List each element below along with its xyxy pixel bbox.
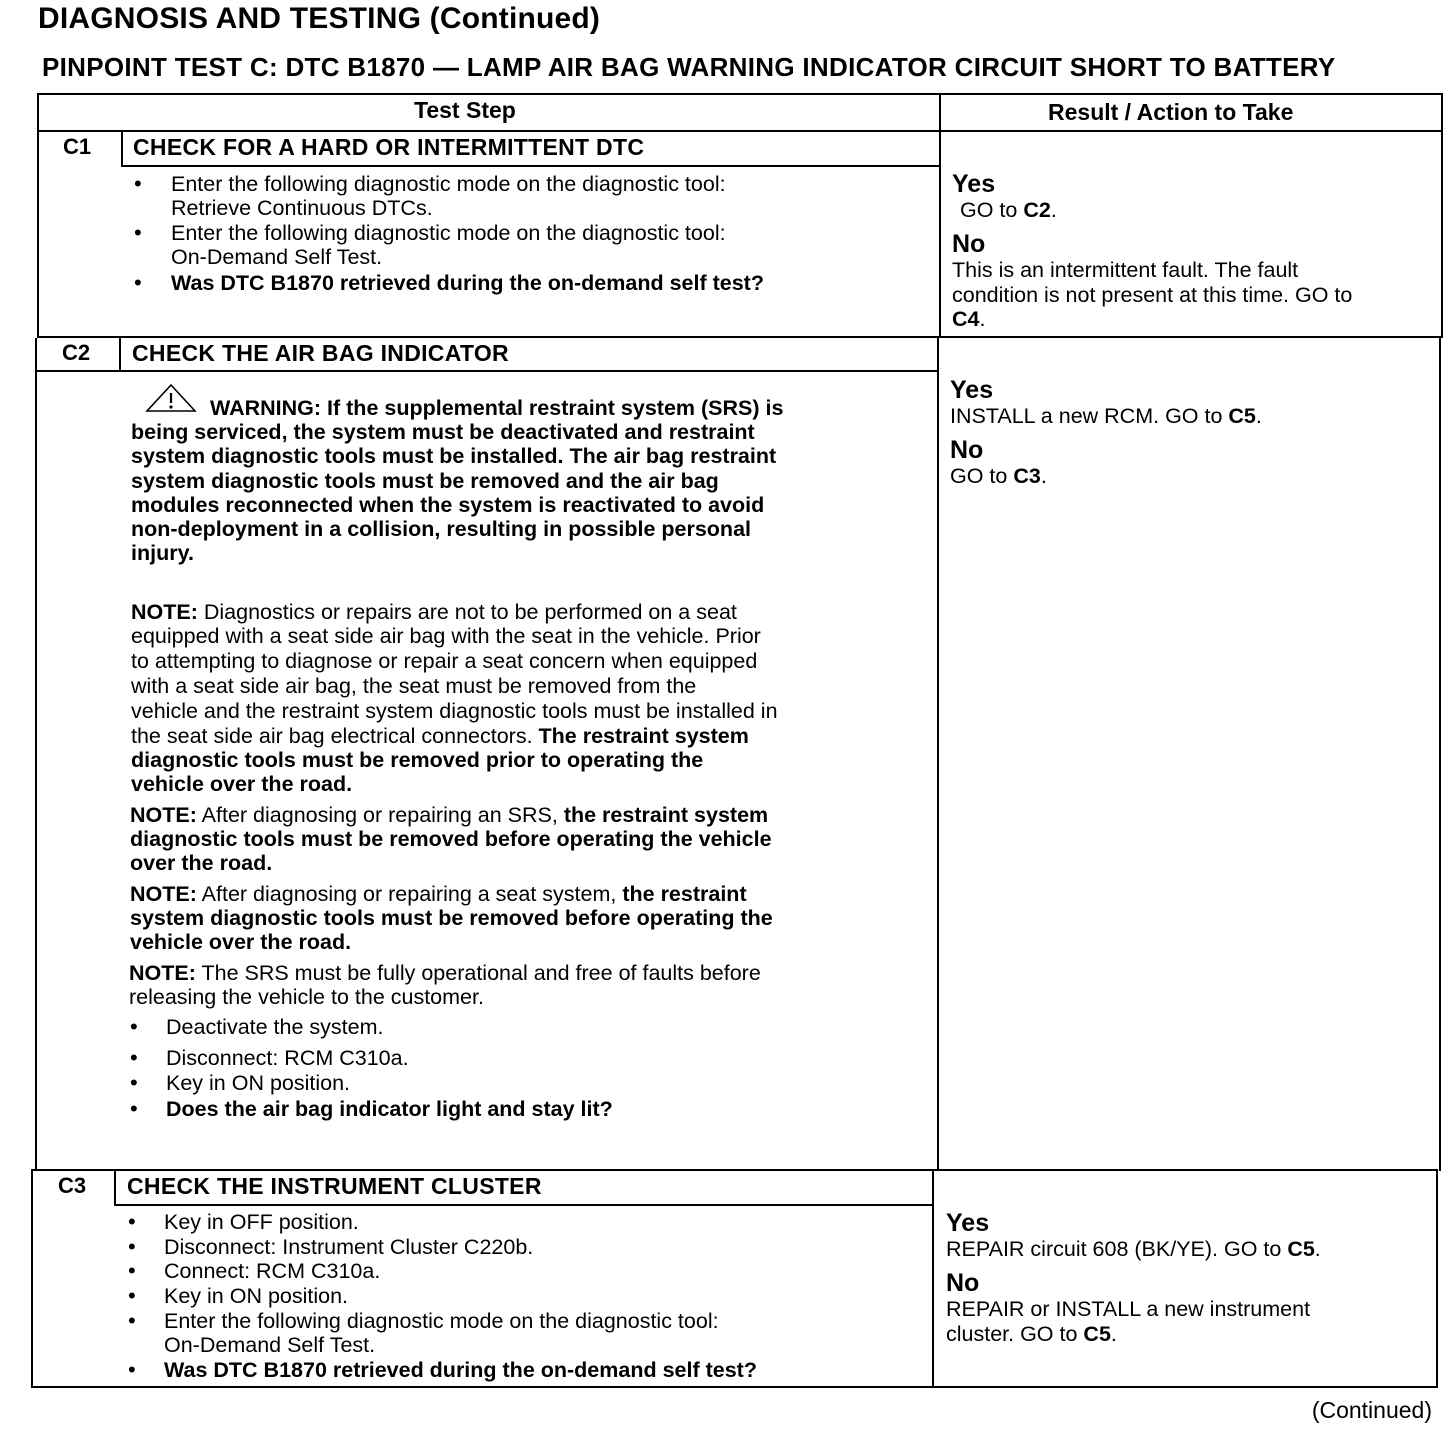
bullet-icon: •: [130, 1096, 138, 1121]
step-instruction: Disconnect: RCM C310a.: [166, 1046, 409, 1070]
note-text: releasing the vehicle to the customer.: [129, 985, 484, 1009]
step-instruction: Retrieve Continuous DTCs.: [171, 196, 433, 220]
note-text: NOTE: After diagnosing or repairing a seat system, the restraint: [130, 882, 747, 906]
bullet-icon: •: [128, 1308, 136, 1333]
warning-text: injury.: [131, 541, 194, 565]
note-text: diagnostic tools must be removed prior to operating the: [131, 748, 704, 772]
note-text: NOTE: After diagnosing or repairing an SRS, the restraint system: [130, 803, 769, 827]
header-result-action: Result / Action to Take: [1048, 99, 1294, 125]
step-id: C2: [62, 340, 91, 365]
bullet-icon: •: [130, 1070, 138, 1095]
result-yes-label: Yes: [950, 376, 994, 404]
step-instruction: Deactivate the system.: [166, 1015, 384, 1039]
result-yes-action: INSTALL a new RCM. GO to C5.: [950, 404, 1262, 428]
pinpoint-test-title: PINPOINT TEST C: DTC B1870 — LAMP AIR BAG WARNING INDICATOR CIRCUIT SHORT TO BATTERY: [42, 52, 1336, 82]
warning-text: modules reconnected when the system is reactivated to avoid: [131, 493, 765, 517]
step-instruction: On-Demand Self Test.: [171, 245, 383, 269]
note-text: vehicle over the road.: [130, 930, 352, 954]
step-instruction: Enter the following diagnostic mode on the diagnostic tool:: [164, 1309, 719, 1333]
warning-text: being serviced, the system must be deactivated and restraint: [131, 420, 755, 444]
bullet-icon: •: [134, 270, 142, 295]
warning-text: WARNING: If the supplemental restraint system (SRS) is: [210, 396, 784, 420]
result-no-action: C4.: [952, 307, 986, 331]
note-text: to attempting to diagnose or repair a seat concern when equipped: [131, 649, 758, 673]
step-instruction: Key in ON position.: [164, 1284, 349, 1308]
step-instruction: Disconnect: Instrument Cluster C220b.: [164, 1235, 534, 1259]
step-id: C1: [63, 134, 92, 159]
step-question: Does the air bag indicator light and stay lit?: [166, 1097, 613, 1121]
step-question: Was DTC B1870 retrieved during the on-demand self test?: [164, 1358, 757, 1382]
note-text: system diagnostic tools must be removed before operating the: [130, 906, 773, 930]
result-no-action: condition is not present at this time. GO to: [952, 283, 1353, 307]
header-test-step: Test Step: [414, 97, 516, 123]
bullet-icon: •: [128, 1357, 136, 1382]
note-text: equipped with a seat side air bag with the seat in the vehicle. Prior: [131, 624, 761, 648]
continued-label: (Continued): [1311, 1397, 1432, 1423]
result-no-label: No: [946, 1269, 980, 1297]
result-no-action: GO to C3.: [950, 464, 1047, 488]
result-no-label: No: [950, 436, 984, 464]
step-title: CHECK THE INSTRUMENT CLUSTER: [127, 1173, 542, 1199]
step-instruction: Key in OFF position.: [164, 1210, 359, 1234]
step-title: CHECK FOR A HARD OR INTERMITTENT DTC: [133, 134, 645, 160]
bullet-icon: •: [128, 1209, 136, 1234]
warning-text: non-deployment in a collision, resulting in possible personal: [131, 517, 751, 541]
note-text: the seat side air bag electrical connectors. The restraint system: [131, 724, 749, 748]
step-question: Was DTC B1870 retrieved during the on-demand self test?: [171, 271, 764, 295]
bullet-icon: •: [134, 220, 142, 245]
bullet-icon: •: [128, 1234, 136, 1259]
result-yes-label: Yes: [946, 1209, 990, 1237]
result-no-action: REPAIR or INSTALL a new instrument: [946, 1297, 1311, 1321]
step-instruction: Key in ON position.: [166, 1071, 351, 1095]
warning-text: system diagnostic tools must be installed. The air bag restraint: [131, 444, 777, 468]
warning-triangle-icon: [145, 383, 197, 413]
bullet-icon: •: [128, 1283, 136, 1308]
note-text: NOTE: Diagnostics or repairs are not to be performed on a seat: [131, 600, 737, 624]
note-text: with a seat side air bag, the seat must be removed from the: [131, 674, 697, 698]
warning-text: system diagnostic tools must be removed and the air bag: [131, 469, 719, 493]
step-title: CHECK THE AIR BAG INDICATOR: [132, 340, 509, 366]
bullet-icon: •: [128, 1258, 136, 1283]
step-id: C3: [58, 1173, 87, 1198]
step-instruction: On-Demand Self Test.: [164, 1333, 376, 1357]
result-no-action: cluster. GO to C5.: [946, 1322, 1117, 1346]
note-text: diagnostic tools must be removed before operating the vehicle: [130, 827, 772, 851]
note-text: over the road.: [130, 851, 273, 875]
bullet-icon: •: [130, 1014, 138, 1039]
result-yes-action: GO to C2.: [960, 198, 1057, 222]
bullet-icon: •: [134, 171, 142, 196]
note-text: vehicle over the road.: [131, 772, 353, 796]
step-instruction: Enter the following diagnostic mode on the diagnostic tool:: [171, 172, 726, 196]
result-yes-action: REPAIR circuit 608 (BK/YE). GO to C5.: [946, 1237, 1321, 1261]
result-no-action: This is an intermittent fault. The fault: [952, 258, 1299, 282]
note-text: NOTE: The SRS must be fully operational and free of faults before: [129, 961, 761, 985]
result-yes-label: Yes: [952, 170, 996, 198]
step-instruction: Connect: RCM C310a.: [164, 1259, 381, 1283]
step-instruction: Enter the following diagnostic mode on the diagnostic tool:: [171, 221, 726, 245]
note-text: vehicle and the restraint system diagnostic tools must be installed in: [131, 699, 778, 723]
bullet-icon: •: [130, 1045, 138, 1070]
result-no-label: No: [952, 230, 986, 258]
page-title: DIAGNOSIS AND TESTING (Continued): [38, 2, 601, 35]
